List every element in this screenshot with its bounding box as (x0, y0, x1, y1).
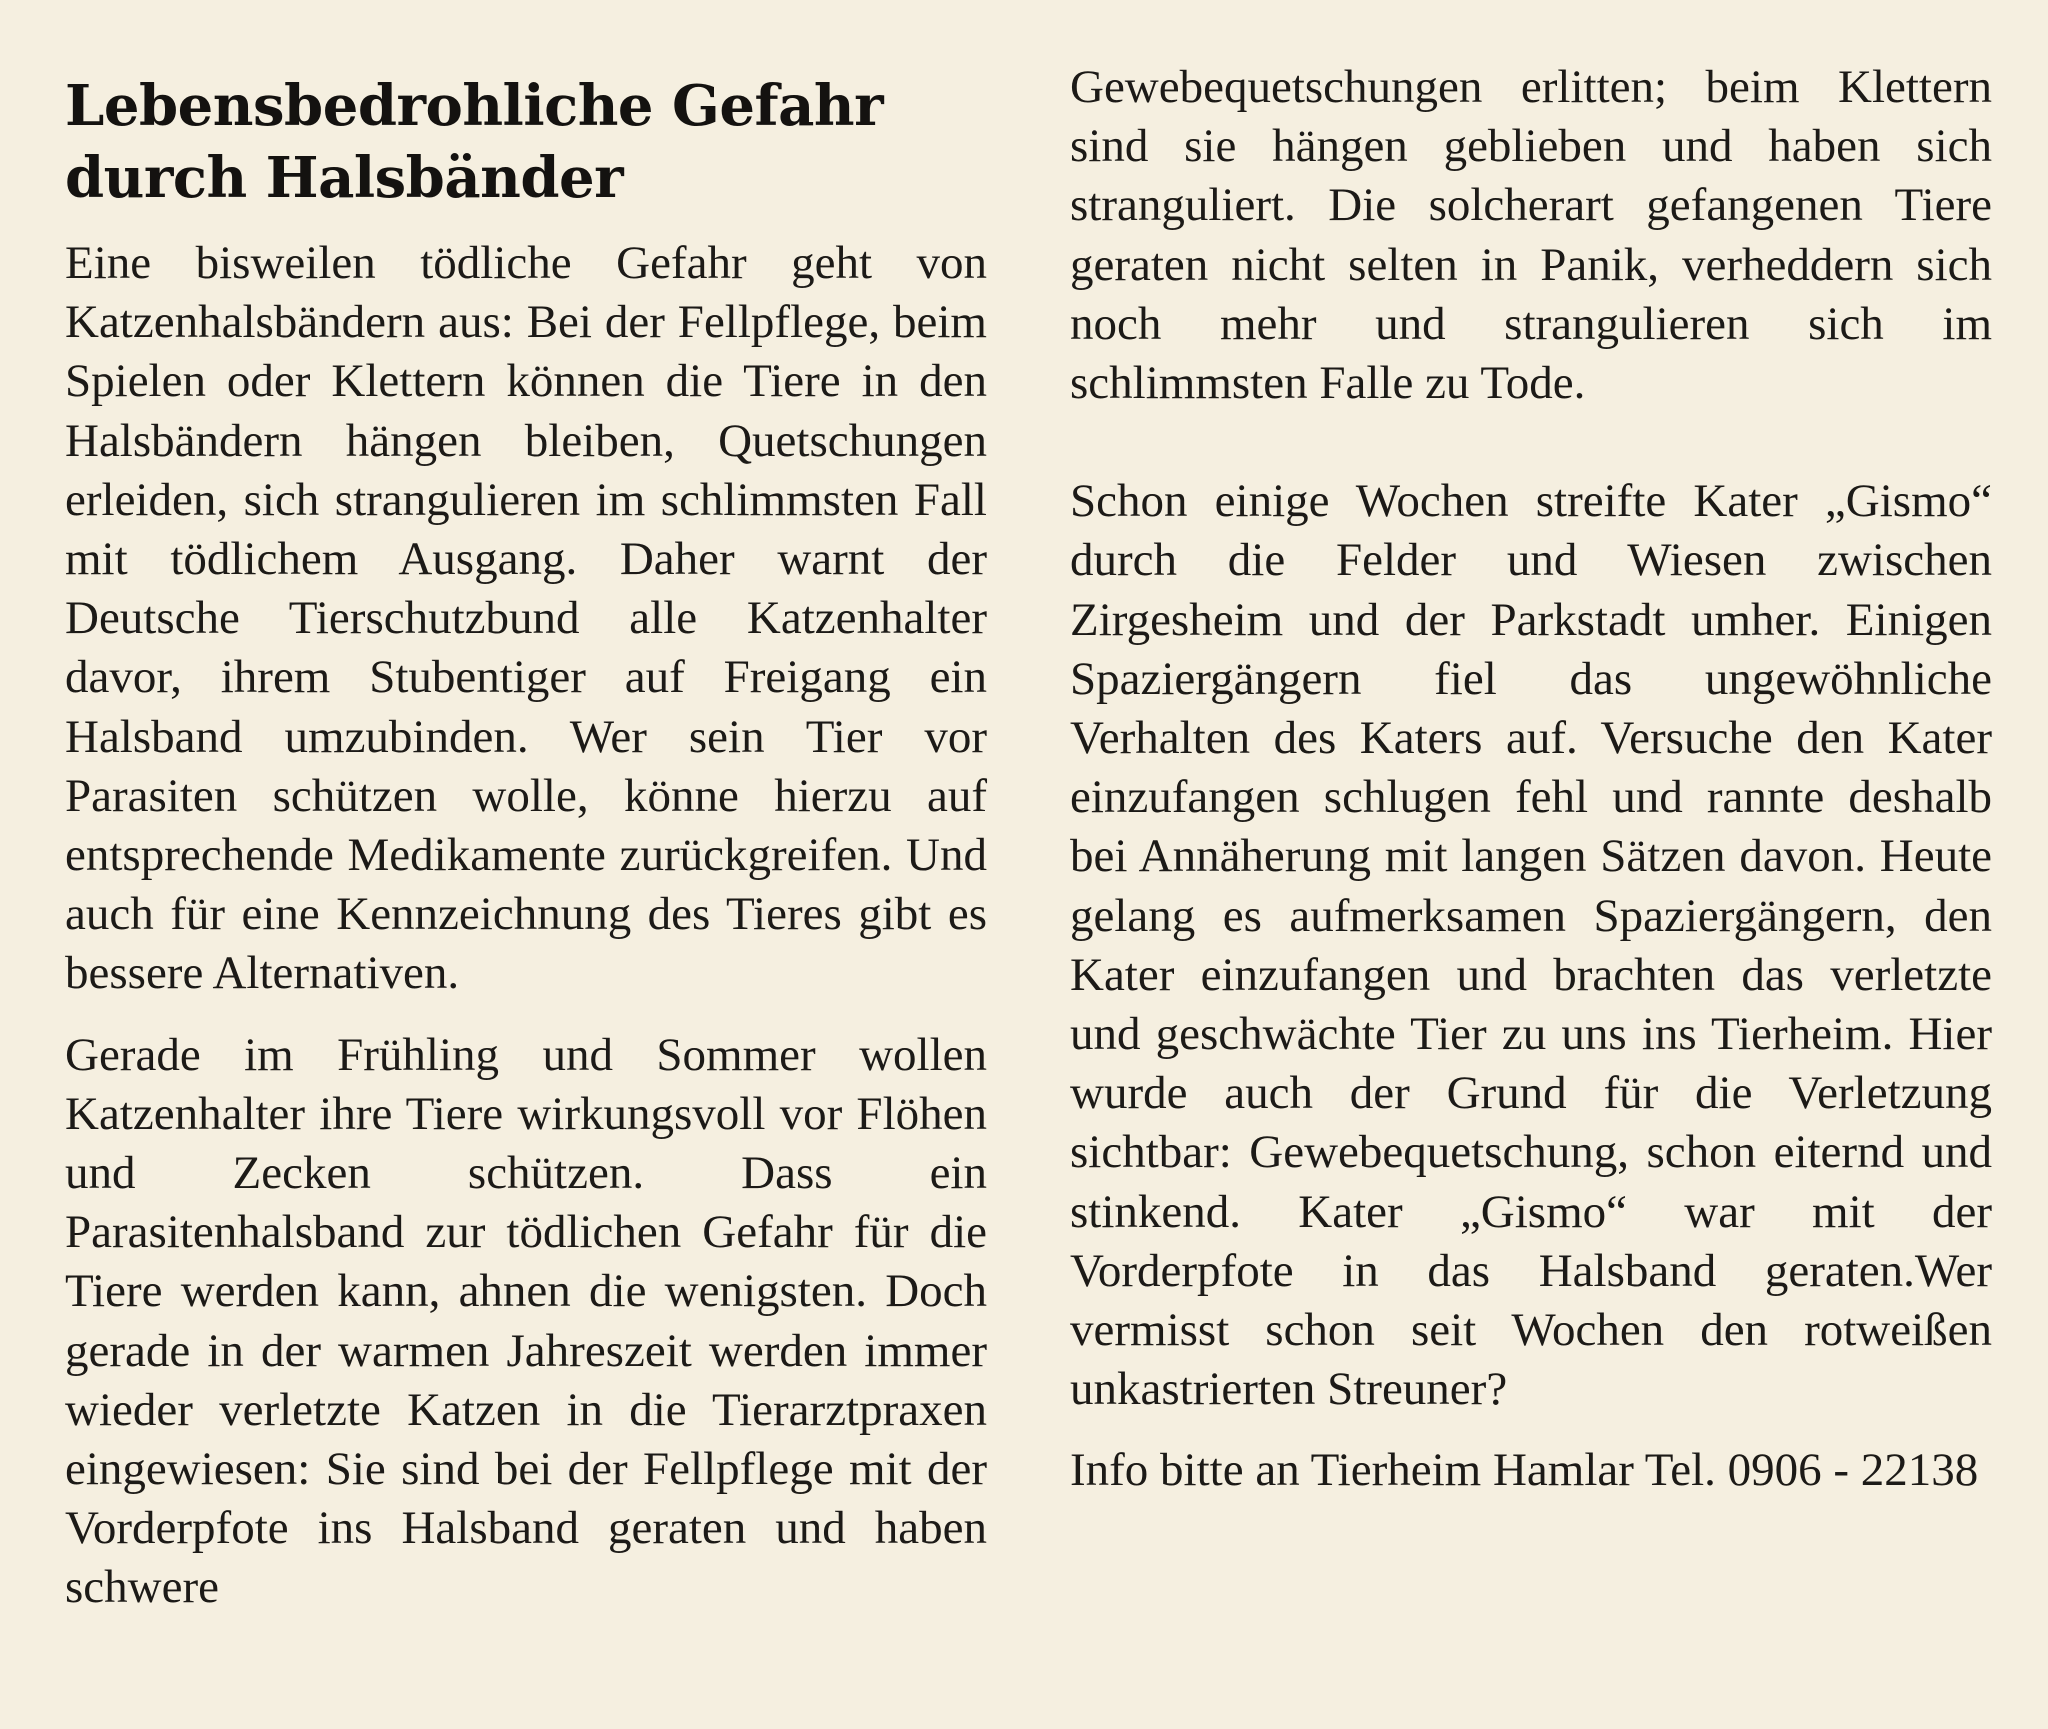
article-title: Lebensbedrohliche Gefahr durch Halsbänder (65, 73, 884, 211)
left-column (65, 58, 987, 1618)
article-paragraph: Gewebequetschungen erlitten; beim Klettern sind sie hängen geblieben und haben sich stranguliert. Die solcherart gefangenen Tiere geraten nicht selten in Panik, verheddern sich noch mehr und strangulieren sich im schlimmsten Falle zu Tode. (1070, 61, 1992, 410)
contact-info: Info bitte an Tierheim Hamlar Tel. 0906 - 22138 (1070, 1444, 1979, 1497)
article-paragraph: Schon einige Wochen streifte Kater „Gismo“ durch die Felder und Wiesen zwischen Zirgesheim und der Parkstadt umher. Einigen Spaziergängern fiel das ungewöhnliche Verhalten des Katers auf. Versuche den Kater einzufangen schlugen fehl und rannte deshalb bei Annäherung mit langen Sätzen davon. Heute gelang es aufmerksamen Spaziergängern, den Kater einzufangen und brachten das verletzte und geschwächte Tier zu uns ins Tierheim. Hier wurde auch der Grund für die Verletzung sichtbar: Gewebequetschung, schon eiternd und stinkend. Kater „Gismo“ war mit der Vorderpfote in das Halsband geraten.Wer vermisst schon seit Wochen den rotweißen unkastrierten Streuner? (1070, 475, 1992, 1416)
right-column (1070, 58, 1992, 1501)
article-paragraph: Gerade im Frühling und Sommer wollen Katzenhalter ihre Tiere wirkungsvoll vor Flöhen und Zecken schützen. Dass ein Parasitenhalsband zur tödlichen Gefahr für die Tiere werden kann, ahnen die wenigsten. Doch gerade in der warmen Jahreszeit werden immer wieder verletzte Katzen in die Tierarztpraxen eingewiesen: Sie sind bei der Fellpflege mit der Vorderpfote ins Halsband geraten und haben schwere (65, 1028, 987, 1614)
article-paragraph: Eine bisweilen tödliche Gefahr geht von Katzenhalsbändern aus: Bei der Fellpflege, beim Spielen oder Klettern können die Tiere in den Halsbändern hängen bleiben, Quetschungen erleiden, sich strangulieren im schlimmsten Fall mit tödlichem Ausgang. Daher warnt der Deutsche Tierschutzbund alle Katzenhalter davor, ihrem Stubentiger auf Freigang ein Halsband umzubinden. Wer sein Tier vor Parasiten schützen wolle, könne hierzu auf entsprechende Medikamente zurückgreifen. Und auch für eine Kennzeichnung des Tieres gibt es bessere Alternativen. (65, 237, 987, 1000)
